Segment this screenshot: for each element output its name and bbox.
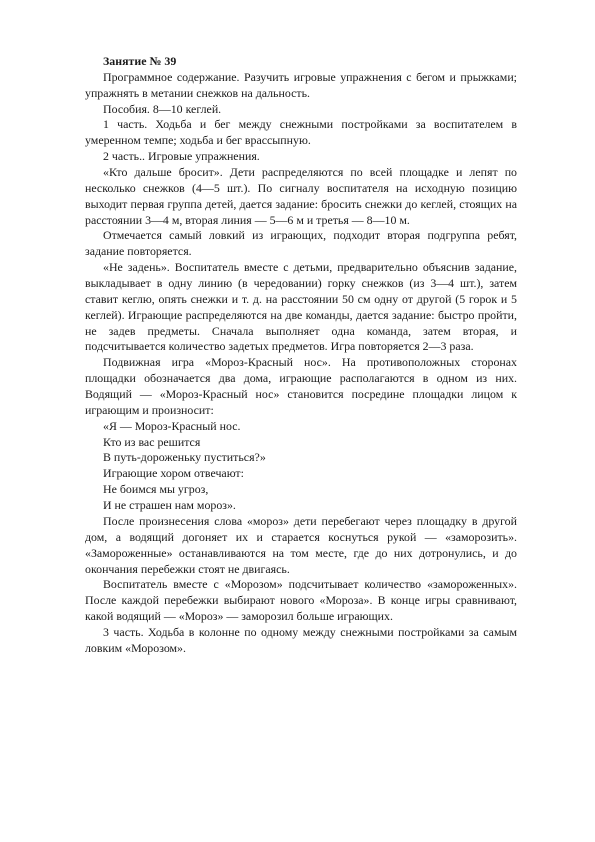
- paragraph-dont-touch: «Не задень». Воспитатель вместе с детьми, предварительно объяснив задание, выкладывает в одну линию (в чередовании) горку снежков (из 3—4 шт.), затем ставит кеглю, опять снежки и т. д. на расстоянии 50 см одну от другой (5 горок и 5 кеглей). Играющие распределяются на две команды, дается задание: быстро пройти, не задев предметы. Сначала выполняет одна команда, затем вторая, и подсчитывается количество задетых предметов. Игра повторяется 2—3 раза.: [85, 260, 517, 354]
- verse-line: Играющие хором отвечают:: [103, 466, 244, 481]
- verse-line: В путь-дороженьку пуститься?»: [103, 450, 266, 465]
- paragraph-part-2: 2 часть.. Игровые упражнения.: [103, 149, 260, 164]
- paragraph-part-1: 1 часть. Ходьба и бег между снежными постройками за воспитателем в умеренном темпе; ходьба и бег врассыпную.: [85, 117, 517, 148]
- document-title: Занятие № 39: [103, 54, 177, 68]
- paragraph-part-3: 3 часть. Ходьба в колонне по одному между снежными постройками за самым ловким «Морозом».: [85, 624, 517, 655]
- paragraph-materials: Пособия. 8—10 кеглей.: [103, 101, 222, 116]
- verse-line: И не страшен нам мороз».: [103, 498, 236, 513]
- paragraph-program-content: Программное содержание. Разучить игровые упражнения с бегом и прыжками; упражнять в метании снежков на дальность.: [85, 69, 517, 100]
- paragraph-who-throws-farther: «Кто дальше бросит». Дети распределяются по всей площадке и лепят по несколько снежков (4—5 шт.). По сигналу воспитателя на исходную позицию выходит первая группа детей, дается задание: бросить снежки до кеглей, стоящих на расстоянии 3—4 м, вторая линия — 5—6 м и третья — 8—10 м.: [85, 165, 517, 227]
- verse-line: «Я — Мороз-Красный нос.: [103, 418, 241, 433]
- verse-line: Не боимся мы угроз,: [103, 482, 209, 497]
- document-body: [85, 54, 517, 657]
- paragraph-best-player: Отмечается самый ловкий из играющих, подходит вторая подгруппа ребят, задание повторяется.: [85, 228, 517, 259]
- paragraph-frost-game: Подвижная игра «Мороз-Красный нос». На противоположных сторонах площадки обозначается два дома, играющие располагаются в одном из них. Водящий — «Мороз-Красный нос» становится посредине площадки лицом к играющим и произносит:: [85, 355, 517, 417]
- paragraph-after-word-frost: После произнесения слова «мороз» дети перебегают через площадку в другой дом, а водящий догоняет их и старается коснуться рукой — «заморозить». «Замороженные» останавливаются на том месте, где до них дотронулись, и до окончания перебежки стоят не двигаясь.: [85, 513, 517, 576]
- paragraph-counting-frozen: Воспитатель вместе с «Морозом» подсчитывает количество «замороженных». После каждой перебежки выбирают нового «Мороза». В конце игры сравнивают, какой водящий — «Мороз» — заморозил больше играющих.: [85, 577, 517, 624]
- verse-line: Кто из вас решится: [103, 434, 201, 449]
